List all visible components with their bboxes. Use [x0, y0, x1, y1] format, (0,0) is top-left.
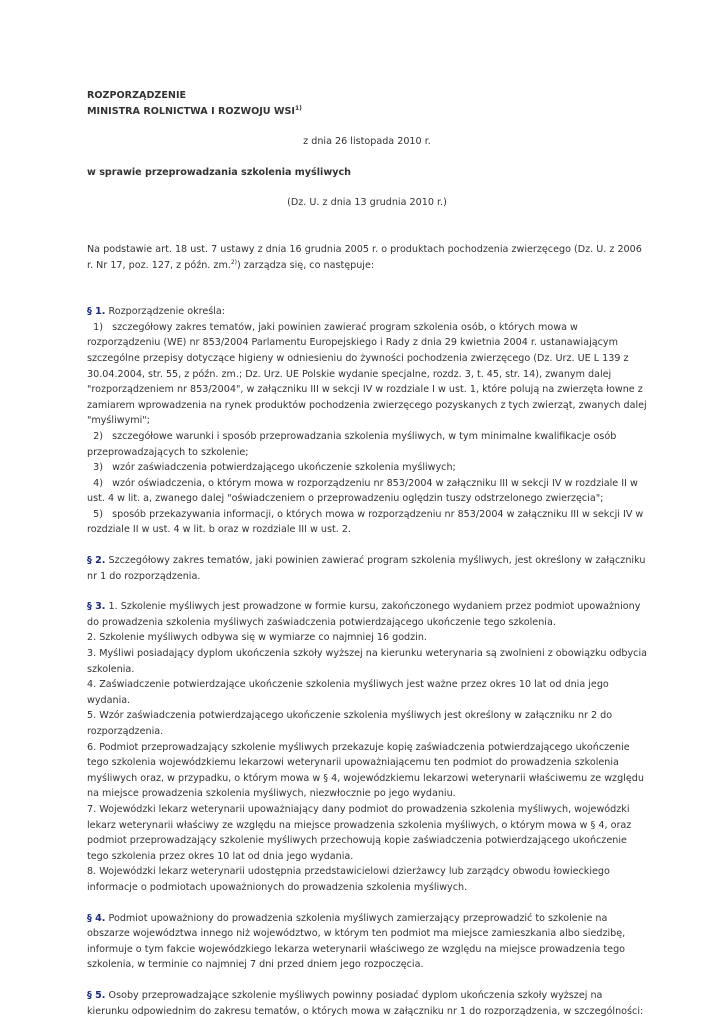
section-3-item-2: 2. Szkolenie myśliwych odbywa się w wymiarze co najmniej 16 godzin. [87, 632, 427, 644]
section-1-item-1: 1) szczegółowy zakres tematów, jaki powinien zawierać program szkolenia osób, o których mowa w rozporządzeniu (WE) nr 853/2004 Parlamentu Europejskiego i Rady z dnia 29 kwietnia 2004 r. ustanawiającym szczególne przepisy dotyczące higieny w odniesieniu do żywności pochodzenia zwierzęcego (Dz. Urz. UE L 139 z 30.04.2004, str. 55, z późn. zm.; Dz. Urz. UE Polskie wydanie specjalne, rozdz. 3, t. 45, str. 14), zwanym dalej "rozporządzeniem nr 853/2004", w załączniku III w sekcji IV w rozdziale I w ust. 1, które polują na zwierzęta łowne z zamiarem wprowadzenia na rynek produktów pochodzenia zwierzęcego pozyskanych z tych zwierząt, zwanych dalej "myśliwymi"; [87, 321, 650, 427]
document-source: (Dz. U. z dnia 13 grudnia 2010 r.) [287, 197, 447, 209]
section-3-item-5: 5. Wzór zaświadczenia potwierdzającego ukończenie szkolenia myśliwych jest określony w załączniku nr 2 do rozporządzenia. [87, 710, 613, 737]
section-5-text: Osoby przeprowadzające szkolenie myśliwych powinny posiadać dyplom ukończenia szkoły wyższej na kierunku odpowiednim do zakresu tematów, o których mowa w załączniku nr 1 do rozporządzenia, w szczególności: [87, 989, 644, 1017]
section-1-item-5: 5) sposób przekazywania informacji, o których mowa w rozporządzeniu nr 853/2004 w załączniku III w sekcji IV w rozdziale II w ust. 4 w lit. b oraz w rozdziale III w ust. 2. [87, 508, 647, 536]
section-3-number: § 3. [87, 601, 106, 613]
document-subject: w sprawie przeprowadzania szkolenia myśliwych [87, 166, 351, 178]
section-2 [87, 553, 647, 584]
section-4-number: § 4. [87, 912, 106, 924]
footnote-ref-1[interactable]: 1) [295, 104, 302, 112]
document-date: z dnia 26 listopada 2010 r. [303, 136, 431, 148]
section-4-text: Podmiot upoważniony do prowadzenia szkolenia myśliwych zamierzający przeprowadzić to szkolenie na obszarze województwa innego niż województwo, w którym ten podmiot ma miejsce zamieszkania albo siedzibę, informuje o tym fakcie wojewódzkiego lekarza weterynarii właściwego ze względu na miejsce prowadzenia tego szkolenia, w terminie co najmniej 7 dni przed dniem jego rozpoczęcia. [87, 912, 626, 971]
section-2-number: § 2. [87, 555, 106, 567]
section-2-text: Szczegółowy zakres tematów, jaki powinien zawierać program szkolenia myśliwych, jest określony w załączniku nr 1 do rozporządzenia. [87, 555, 646, 582]
preamble [87, 242, 647, 273]
section-5-number: § 5. [87, 989, 106, 1001]
section-3-lead [87, 599, 647, 630]
section-1 [87, 304, 650, 538]
section-3-item-3: 3. Myśliwi posiadający dyplom ukończenia szkoły wyższej na kierunku weterynaria są zwolnieni z obowiązku odbycia szkolenia. [87, 648, 647, 675]
section-4-lead [87, 911, 647, 973]
section-4 [87, 911, 647, 973]
preamble-text-b: ) zarządza się, co następuje: [237, 259, 375, 271]
section-2-lead [87, 553, 647, 584]
document-title [87, 88, 647, 119]
section-3-item-6: 6. Podmiot przeprowadzający szkolenie myśliwych przekazuje kopię zaświadczenia potwierdzającego ukończenie tego szkolenia wojewódzkiemu lekarzowi weterynarii upoważniającemu ten podmiot do prowadzenia szkolenia myśliwych oraz, w przypadku, o którym mowa w § 4, wojewódzkiemu lekarzowi weterynarii właściwemu ze względu na miejsce prowadzenia szkolenia myśliwych, niezwłocznie po jego wydaniu. [87, 741, 644, 800]
footnote-ref-2[interactable]: 2) [230, 258, 238, 266]
title-line-2: MINISTRA ROLNICTWA I ROZWOJU WSI [87, 105, 295, 117]
section-1-item-4: 4) wzór oświadczenia, o którym mowa w rozporządzeniu nr 853/2004 w załączniku III w sekcji IV w rozdziale II w ust. 4 w lit. a, zwanego dalej "oświadczeniem o przeprowadzeniu oględzin tuszy odstrzelonego zwierzęcia"; [87, 477, 641, 505]
section-3-text: 1. Szkolenie myśliwych jest prowadzone w formie kursu, zakończonego wydaniem przez podmiot upoważniony do prowadzenia szkolenia myśliwych zaświadczenia potwierdzającego ukończenie tego szkolenia. [87, 601, 641, 628]
section-3 [87, 599, 647, 895]
preamble-text-a: Na podstawie art. 18 ust. 7 ustawy z dnia 16 grudnia 2005 r. o produktach pochodzenia zwierzęcego (Dz. U. z 2006 r. Nr 17, poz. 127, z późn. zm. [87, 243, 642, 271]
title-line-1: ROZPORZĄDZENIE [87, 90, 187, 101]
document-page [87, 88, 650, 1019]
section-1-item-2: 2) szczegółowe warunki i sposób przeprowadzania szkolenia myśliwych, w tym minimalne kwalifikacje osób przeprowadzających to szkolenie; [87, 430, 620, 458]
section-3-item-7: 7. Wojewódzki lekarz weterynarii upoważniający dany podmiot do prowadzenia szkolenia myśliwych, wojewódzki lekarz weterynarii właściwy ze względu na miejsce prowadzenia szkolenia myśliwych, o którym mowa w § 4, oraz podmiot przeprowadzający szkolenie myśliwych przechowują kopie zaświadczenia potwierdzającego ukończenie tego szkolenia przez okres 10 lat od dnia jego wydania. [87, 803, 632, 862]
section-5 [87, 988, 647, 1019]
section-1-text: Rozporządzenie określa: [105, 306, 226, 318]
section-3-item-4: 4. Zaświadczenie potwierdzające ukończenie szkolenia myśliwych jest ważne przez okres 10 lat od dnia jego wydania. [87, 679, 609, 706]
section-1-item-3: 3) wzór zaświadczenia potwierdzającego ukończenie szkolenia myśliwych; [87, 462, 456, 474]
section-3-item-8: 8. Wojewódzki lekarz weterynarii udostępnia przedstawicielowi dzierżawcy lub zarządcy obwodu łowieckiego informacje o podmiotach upoważnionych do prowadzenia szkolenia myśliwych. [87, 866, 610, 893]
section-1-number: § 1. [87, 306, 106, 318]
section-1-lead [87, 304, 647, 320]
section-5-lead [87, 988, 647, 1019]
